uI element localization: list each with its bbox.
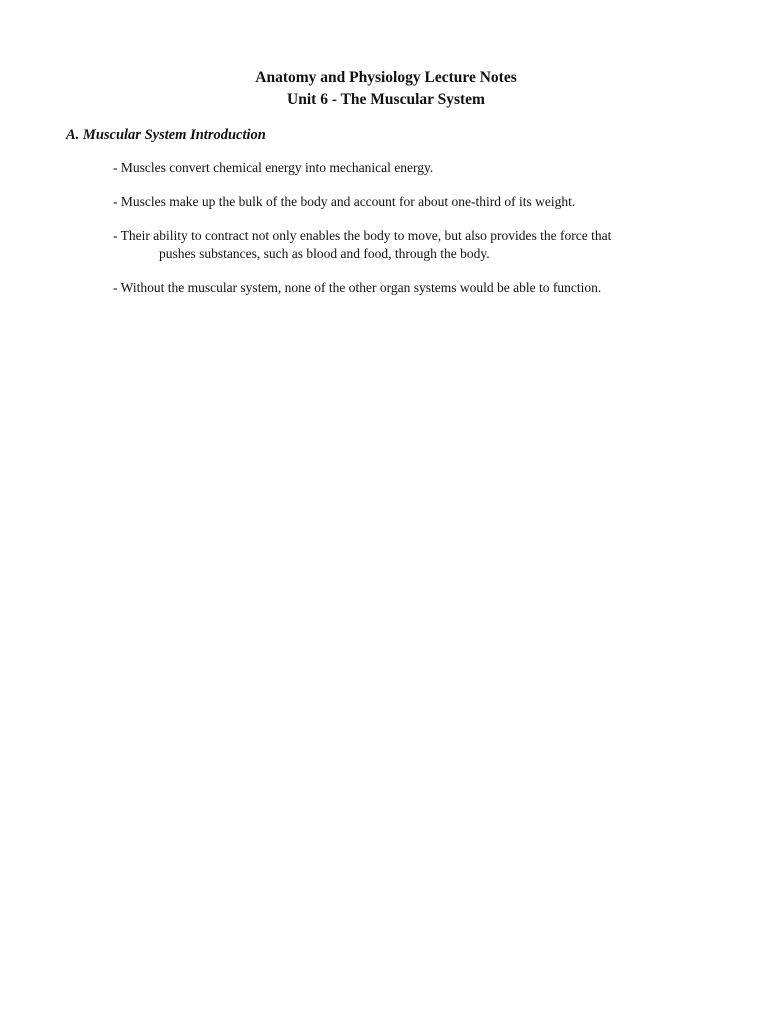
document-title: [0, 67, 768, 111]
bullet-item: - Muscles convert chemical energy into mechanical energy.: [113, 160, 434, 175]
section-heading: A. Muscular System Introduction: [66, 127, 266, 143]
title-line-2: Unit 6 - The Muscular System: [287, 91, 485, 108]
bullet-item: - Without the muscular system, none of the other organ systems would be able to function.: [113, 280, 602, 295]
bullet-list: [113, 159, 633, 313]
bullet-item: - Their ability to contract not only enables the body to move, but also provides the force that pushes substances, such as blood and food, through the body.: [113, 228, 612, 261]
bullet-item: - Muscles make up the bulk of the body and account for about one-third of its weight.: [113, 194, 576, 209]
title-line-1: Anatomy and Physiology Lecture Notes: [255, 69, 517, 86]
